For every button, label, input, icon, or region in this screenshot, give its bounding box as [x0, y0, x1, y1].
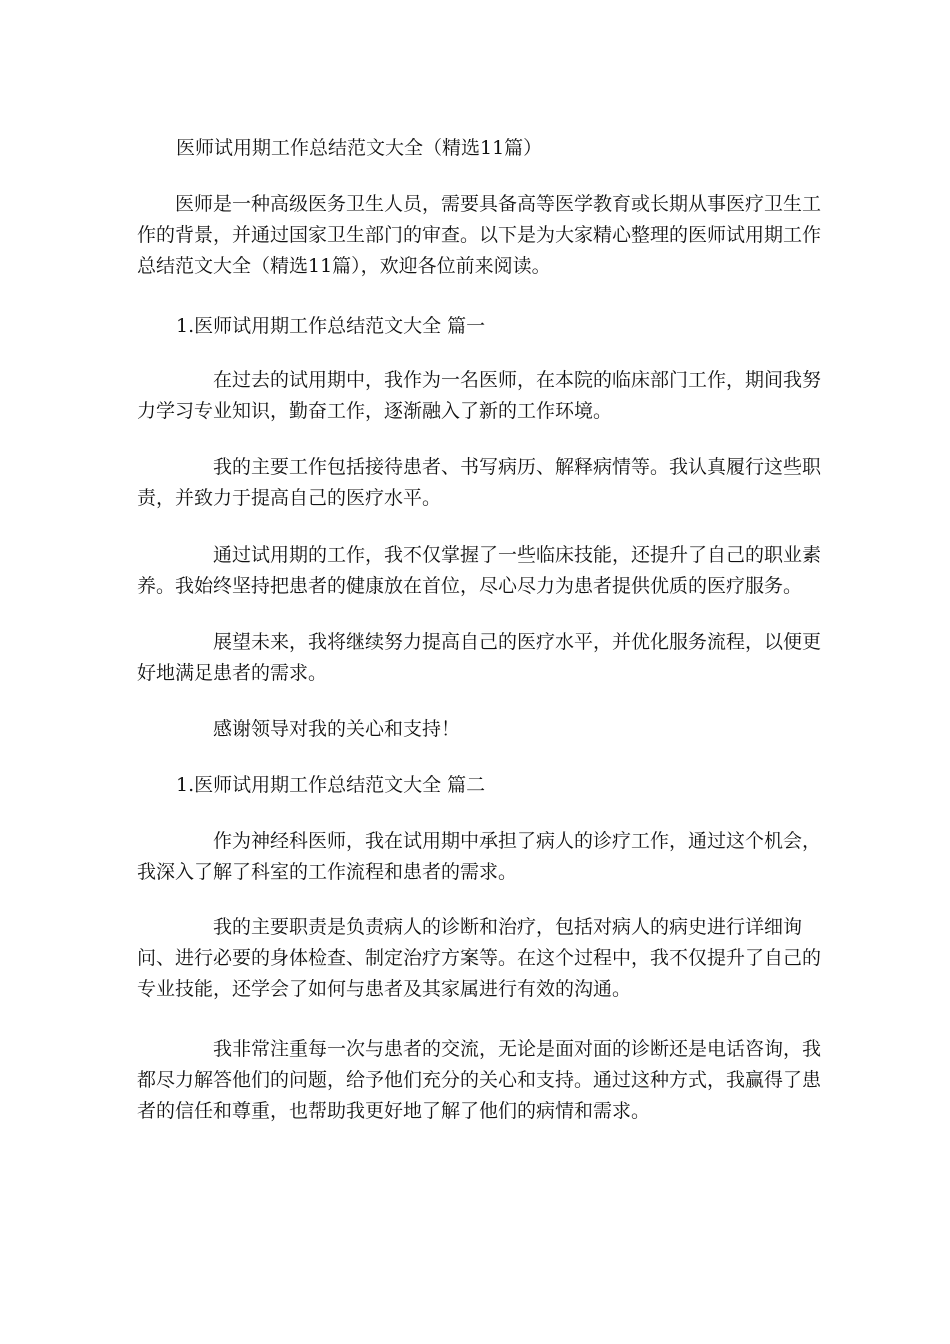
section-1-paragraph-4: 展望未来，我将继续努力提高自己的医疗水平，并优化服务流程，以便更好地满足患者的需求。 [137, 631, 822, 684]
document-title: 医师试用期工作总结范文大全（精选11篇） [176, 137, 543, 159]
section-2-paragraph-3: 我非常注重每一次与患者的交流，无论是面对面的诊断还是电话咨询，我都尽力解答他们的问题，给予他们充分的关心和支持。通过这种方式，我赢得了患者的信任和尊重，也帮助我更好地了解了他们的病情和需求。 [137, 1038, 822, 1122]
section-1-paragraph-1: 在过去的试用期中，我作为一名医师，在本院的临床部门工作，期间我努力学习专业知识，勤奋工作，逐渐融入了新的工作环境。 [137, 369, 822, 422]
section-heading-1: 1.医师试用期工作总结范文大全 篇一 [176, 315, 486, 337]
section-1-paragraph-5: 感谢领导对我的关心和支持！ [213, 718, 461, 740]
section-heading-2: 1.医师试用期工作总结范文大全 篇二 [176, 774, 486, 796]
section-2-paragraph-1: 作为神经科医师，我在试用期中承担了病人的诊疗工作，通过这个机会，我深入了解了科室的工作流程和患者的需求。 [137, 830, 822, 883]
section-2-paragraph-2: 我的主要职责是负责病人的诊断和治疗，包括对病人的病史进行详细询问、进行必要的身体检查、制定治疗方案等。在这个过程中，我不仅提升了自己的专业技能，还学会了如何与患者及其家属进行有效的沟通。 [137, 916, 822, 1000]
intro-paragraph: 医师是一种高级医务卫生人员，需要具备高等医学教育或长期从事医疗卫生工作的背景，并通过国家卫生部门的审查。以下是为大家精心整理的医师试用期工作总结范文大全（精选11篇），欢迎各位前来阅读。 [137, 193, 822, 277]
section-1-paragraph-2: 我的主要工作包括接待患者、书写病历、解释病情等。我认真履行这些职责，并致力于提高自己的医疗水平。 [137, 456, 822, 509]
section-1-paragraph-3: 通过试用期的工作，我不仅掌握了一些临床技能，还提升了自己的职业素养。我始终坚持把患者的健康放在首位，尽心尽力为患者提供优质的医疗服务。 [137, 544, 822, 597]
